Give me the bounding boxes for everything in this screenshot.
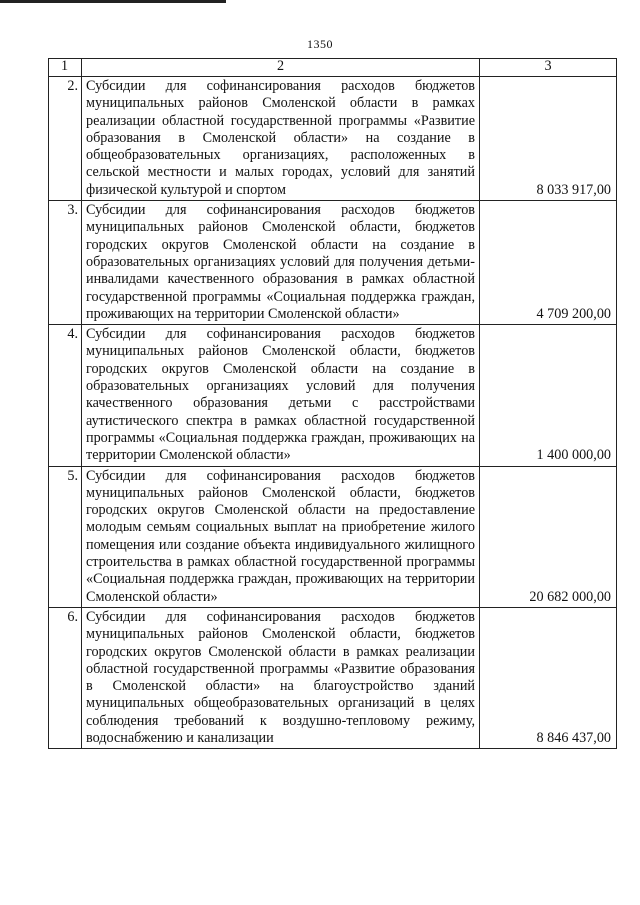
row-amount: 8 033 917,00 <box>480 77 617 201</box>
page-number: 1350 <box>307 37 333 51</box>
row-description: Субсидии для софинансирования расходов бюджетов муниципальных районов Смоленской области, бюджетов городских округов Смоленской области на создание в образовательных организациях условий для получения детьми-инвалидами качественного образования в рамках областной государственной программы «Социальная поддержка граждан, проживающих на территории Смоленской области» <box>82 201 480 325</box>
row-number: 5. <box>49 466 82 607</box>
row-amount: 4 709 200,00 <box>480 201 617 325</box>
row-description: Субсидии для софинансирования расходов бюджетов муниципальных районов Смоленской области, бюджетов городских округов Смоленской области в рамках реализации областной государственной программы «Развитие образования в Смоленской области» на благоустройство зданий муниципальных общеобразовательных организаций в целях соблюдения требований к воздушно-тепловому режиму, водоснабжению и канализации <box>82 607 480 748</box>
row-amount: 1 400 000,00 <box>480 325 617 466</box>
table-row <box>49 77 617 201</box>
row-amount: 20 682 000,00 <box>480 466 617 607</box>
row-number: 3. <box>49 201 82 325</box>
header-col-3: 3 <box>480 59 617 77</box>
row-description: Субсидии для софинансирования расходов бюджетов муниципальных районов Смоленской области, бюджетов городских округов Смоленской области на создание в образовательных организациях условий для получения качественного образования детьми с расстройствами аутистического спектра в рамках областной государственной программы «Социальная поддержка граждан, проживающих на территории Смоленской области» <box>82 325 480 466</box>
table-row <box>49 466 617 607</box>
row-description: Субсидии для софинансирования расходов бюджетов муниципальных районов Смоленской области в рамках реализации областной государственной программы «Развитие образования в Смоленской области» на создание в общеобразовательных организациях, расположенных в сельской местности и малых городах, условий для занятий физической культурой и спортом <box>82 77 480 201</box>
row-number: 2. <box>49 77 82 201</box>
table-row <box>49 325 617 466</box>
table-row <box>49 607 617 748</box>
row-number: 6. <box>49 607 82 748</box>
row-number: 4. <box>49 325 82 466</box>
row-amount: 8 846 437,00 <box>480 607 617 748</box>
header-col-1: 1 <box>49 59 82 77</box>
scan-edge-mark <box>0 0 226 3</box>
row-description: Субсидии для софинансирования расходов бюджетов муниципальных районов Смоленской области, бюджетов городских округов Смоленской области на предоставление молодым семьям социальных выплат на приобретение жилого помещения или создание объекта индивидуального жилищного строительства в рамках областной государственной программы «Социальная поддержка граждан, проживающих на территории Смоленской области» <box>82 466 480 607</box>
table-row <box>49 201 617 325</box>
header-col-2: 2 <box>82 59 480 77</box>
subsidies-table <box>48 58 617 749</box>
table-header-row <box>49 59 617 77</box>
